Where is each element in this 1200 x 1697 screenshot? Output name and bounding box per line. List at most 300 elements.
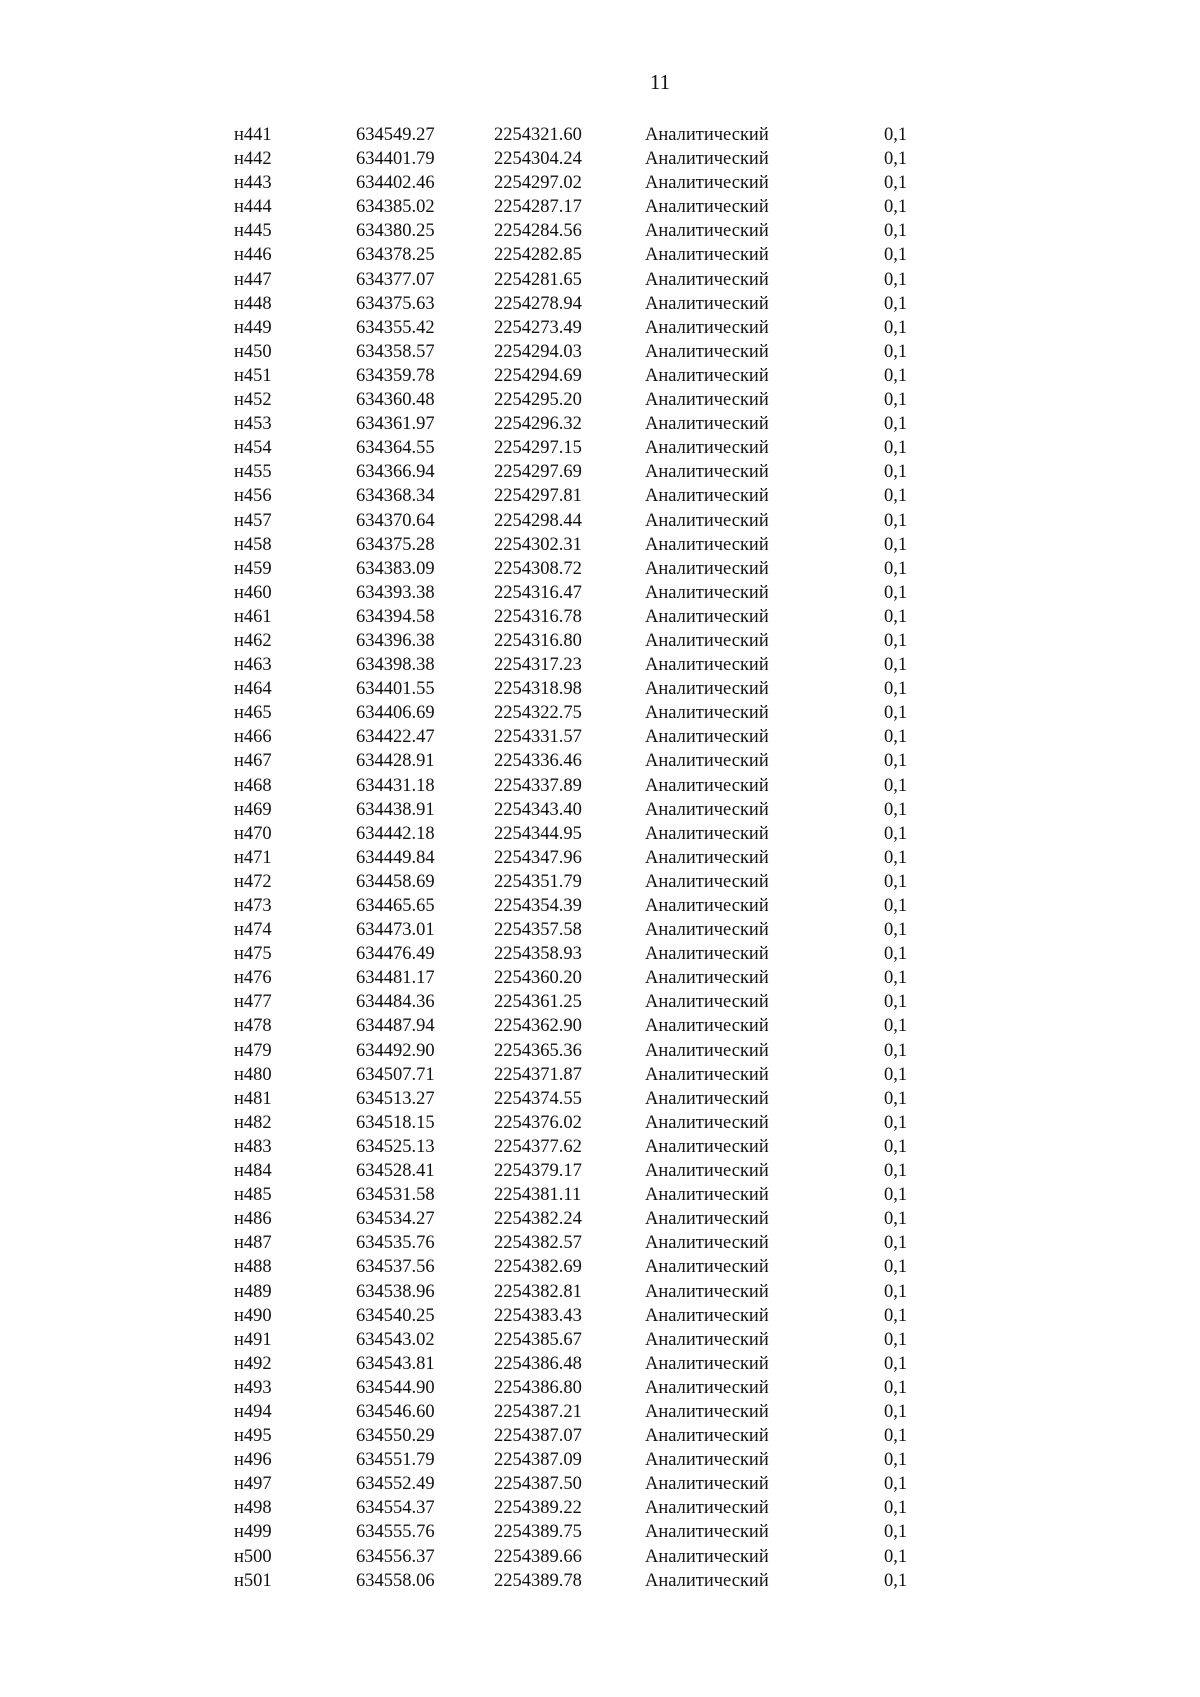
point-id-cell: н472 (234, 871, 272, 892)
x-coordinate-cell: 634393.38 (356, 582, 435, 603)
point-id-cell: н478 (234, 1016, 272, 1037)
table-row (0, 219, 1200, 243)
y-coordinate-cell: 2254360.20 (494, 968, 582, 989)
x-coordinate-cell: 634394.58 (356, 606, 435, 627)
y-coordinate-cell: 2254374.55 (494, 1088, 582, 1109)
point-id-cell: н474 (234, 920, 272, 941)
method-cell: Аналитический (645, 775, 769, 796)
accuracy-cell: 0,1 (884, 1377, 908, 1398)
method-cell: Аналитический (645, 1522, 769, 1543)
x-coordinate-cell: 634481.17 (356, 968, 435, 989)
x-coordinate-cell: 634465.65 (356, 896, 435, 916)
point-id-cell: н461 (234, 606, 272, 627)
y-coordinate-cell: 2254331.57 (494, 727, 582, 748)
table-row (0, 1014, 1200, 1038)
table-row (0, 123, 1200, 147)
y-coordinate-cell: 2254302.31 (494, 534, 582, 555)
x-coordinate-cell: 634438.91 (356, 799, 435, 820)
table-row (0, 195, 1200, 219)
method-cell: Аналитический (645, 1450, 769, 1471)
y-coordinate-cell: 2254278.94 (494, 293, 582, 314)
method-cell: Аналитический (645, 534, 769, 555)
accuracy-cell: 0,1 (884, 486, 908, 507)
x-coordinate-cell: 634544.90 (356, 1377, 435, 1398)
method-cell: Аналитический (645, 823, 769, 844)
y-coordinate-cell: 2254322.75 (494, 703, 582, 724)
method-cell: Аналитический (645, 1426, 769, 1447)
y-coordinate-cell: 2254297.69 (494, 462, 582, 483)
coordinates-table (0, 123, 1200, 1593)
point-id-cell: н469 (234, 799, 272, 820)
point-id-cell: н482 (234, 1112, 272, 1133)
method-cell: Аналитический (645, 269, 769, 290)
table-row (0, 1376, 1200, 1400)
x-coordinate-cell: 634551.79 (356, 1450, 435, 1471)
accuracy-cell: 0,1 (884, 1522, 908, 1543)
x-coordinate-cell: 634377.07 (356, 269, 435, 290)
method-cell: Аналитический (645, 1401, 769, 1422)
x-coordinate-cell: 634401.79 (356, 149, 435, 170)
point-id-cell: н457 (234, 510, 272, 531)
method-cell: Аналитический (645, 1498, 769, 1519)
method-cell: Аналитический (645, 606, 769, 627)
y-coordinate-cell: 2254382.69 (494, 1257, 582, 1278)
y-coordinate-cell: 2254308.72 (494, 558, 582, 579)
y-coordinate-cell: 2254383.43 (494, 1305, 582, 1326)
table-row (0, 1328, 1200, 1352)
point-id-cell: н441 (234, 125, 272, 145)
table-row (0, 316, 1200, 340)
accuracy-cell: 0,1 (884, 341, 908, 362)
accuracy-cell: 0,1 (884, 1353, 908, 1374)
table-row (0, 918, 1200, 942)
accuracy-cell: 0,1 (884, 703, 908, 724)
accuracy-cell: 0,1 (884, 799, 908, 820)
x-coordinate-cell: 634550.29 (356, 1426, 435, 1447)
x-coordinate-cell: 634406.69 (356, 703, 435, 724)
table-row (0, 436, 1200, 460)
y-coordinate-cell: 2254382.81 (494, 1281, 582, 1302)
method-cell: Аналитический (645, 317, 769, 338)
accuracy-cell: 0,1 (884, 775, 908, 796)
point-id-cell: н458 (234, 534, 272, 555)
point-id-cell: н462 (234, 630, 272, 651)
method-cell: Аналитический (645, 1377, 769, 1398)
accuracy-cell: 0,1 (884, 1064, 908, 1085)
y-coordinate-cell: 2254387.50 (494, 1474, 582, 1495)
point-id-cell: н449 (234, 317, 272, 338)
method-cell: Аналитический (645, 703, 769, 724)
method-cell: Аналитический (645, 558, 769, 579)
point-id-cell: н480 (234, 1064, 272, 1085)
method-cell: Аналитический (645, 847, 769, 868)
point-id-cell: н490 (234, 1305, 272, 1326)
point-id-cell: н444 (234, 197, 272, 218)
point-id-cell: н497 (234, 1474, 272, 1495)
y-coordinate-cell: 2254282.85 (494, 245, 582, 266)
table-row (0, 412, 1200, 436)
point-id-cell: н465 (234, 703, 272, 724)
accuracy-cell: 0,1 (884, 992, 908, 1013)
accuracy-cell: 0,1 (884, 558, 908, 579)
method-cell: Аналитический (645, 992, 769, 1013)
method-cell: Аналитический (645, 1064, 769, 1085)
accuracy-cell: 0,1 (884, 197, 908, 218)
accuracy-cell: 0,1 (884, 1546, 908, 1567)
x-coordinate-cell: 634355.42 (356, 317, 435, 338)
point-id-cell: н445 (234, 221, 272, 242)
y-coordinate-cell: 2254387.07 (494, 1426, 582, 1447)
y-coordinate-cell: 2254336.46 (494, 751, 582, 772)
table-row (0, 1207, 1200, 1231)
accuracy-cell: 0,1 (884, 1281, 908, 1302)
page-number: 11 (649, 70, 671, 94)
point-id-cell: н486 (234, 1209, 272, 1230)
y-coordinate-cell: 2254343.40 (494, 799, 582, 820)
x-coordinate-cell: 634507.71 (356, 1064, 435, 1085)
y-coordinate-cell: 2254298.44 (494, 510, 582, 531)
x-coordinate-cell: 634555.76 (356, 1522, 435, 1543)
x-coordinate-cell: 634552.49 (356, 1474, 435, 1495)
point-id-cell: н493 (234, 1377, 272, 1398)
point-id-cell: н452 (234, 390, 272, 411)
x-coordinate-cell: 634484.36 (356, 992, 435, 1013)
x-coordinate-cell: 634540.25 (356, 1305, 435, 1326)
table-row (0, 1039, 1200, 1063)
y-coordinate-cell: 2254294.03 (494, 341, 582, 362)
method-cell: Аналитический (645, 655, 769, 676)
method-cell: Аналитический (645, 293, 769, 314)
x-coordinate-cell: 634528.41 (356, 1161, 435, 1182)
method-cell: Аналитический (645, 896, 769, 916)
accuracy-cell: 0,1 (884, 510, 908, 531)
table-row (0, 870, 1200, 894)
method-cell: Аналитический (645, 1016, 769, 1037)
accuracy-cell: 0,1 (884, 221, 908, 242)
x-coordinate-cell: 634487.94 (356, 1016, 435, 1037)
x-coordinate-cell: 634531.58 (356, 1185, 435, 1206)
accuracy-cell: 0,1 (884, 245, 908, 266)
accuracy-cell: 0,1 (884, 269, 908, 290)
y-coordinate-cell: 2254358.93 (494, 944, 582, 965)
x-coordinate-cell: 634358.57 (356, 341, 435, 362)
accuracy-cell: 0,1 (884, 1040, 908, 1061)
accuracy-cell: 0,1 (884, 462, 908, 483)
y-coordinate-cell: 2254385.67 (494, 1329, 582, 1350)
point-id-cell: н455 (234, 462, 272, 483)
table-row (0, 822, 1200, 846)
y-coordinate-cell: 2254361.25 (494, 992, 582, 1013)
method-cell: Аналитический (645, 968, 769, 989)
point-id-cell: н496 (234, 1450, 272, 1471)
point-id-cell: н488 (234, 1257, 272, 1278)
x-coordinate-cell: 634534.27 (356, 1209, 435, 1230)
method-cell: Аналитический (645, 365, 769, 386)
x-coordinate-cell: 634543.81 (356, 1353, 435, 1374)
point-id-cell: н492 (234, 1353, 272, 1374)
accuracy-cell: 0,1 (884, 1233, 908, 1254)
accuracy-cell: 0,1 (884, 293, 908, 314)
accuracy-cell: 0,1 (884, 1185, 908, 1206)
y-coordinate-cell: 2254284.56 (494, 221, 582, 242)
table-row (0, 1159, 1200, 1183)
table-row (0, 990, 1200, 1014)
y-coordinate-cell: 2254321.60 (494, 125, 582, 145)
x-coordinate-cell: 634518.15 (356, 1112, 435, 1133)
x-coordinate-cell: 634458.69 (356, 871, 435, 892)
table-row (0, 1400, 1200, 1424)
accuracy-cell: 0,1 (884, 1498, 908, 1519)
x-coordinate-cell: 634401.55 (356, 679, 435, 700)
point-id-cell: н454 (234, 438, 272, 459)
y-coordinate-cell: 2254389.75 (494, 1522, 582, 1543)
x-coordinate-cell: 634364.55 (356, 438, 435, 459)
table-row (0, 1496, 1200, 1520)
x-coordinate-cell: 634398.38 (356, 655, 435, 676)
method-cell: Аналитический (645, 1040, 769, 1061)
table-row (0, 292, 1200, 316)
table-row (0, 1255, 1200, 1279)
table-row (0, 1183, 1200, 1207)
point-id-cell: н495 (234, 1426, 272, 1447)
accuracy-cell: 0,1 (884, 1329, 908, 1350)
accuracy-cell: 0,1 (884, 606, 908, 627)
table-row (0, 846, 1200, 870)
x-coordinate-cell: 634492.90 (356, 1040, 435, 1061)
y-coordinate-cell: 2254379.17 (494, 1161, 582, 1182)
accuracy-cell: 0,1 (884, 1570, 908, 1591)
table-row (0, 171, 1200, 195)
x-coordinate-cell: 634431.18 (356, 775, 435, 796)
accuracy-cell: 0,1 (884, 1257, 908, 1278)
y-coordinate-cell: 2254281.65 (494, 269, 582, 290)
method-cell: Аналитический (645, 1136, 769, 1157)
y-coordinate-cell: 2254287.17 (494, 197, 582, 218)
method-cell: Аналитический (645, 221, 769, 242)
x-coordinate-cell: 634375.63 (356, 293, 435, 314)
accuracy-cell: 0,1 (884, 582, 908, 603)
point-id-cell: н491 (234, 1329, 272, 1350)
x-coordinate-cell: 634375.28 (356, 534, 435, 555)
y-coordinate-cell: 2254304.24 (494, 149, 582, 170)
point-id-cell: н494 (234, 1401, 272, 1422)
method-cell: Аналитический (645, 149, 769, 170)
point-id-cell: н453 (234, 414, 272, 435)
y-coordinate-cell: 2254297.02 (494, 173, 582, 194)
accuracy-cell: 0,1 (884, 655, 908, 676)
x-coordinate-cell: 634360.48 (356, 390, 435, 411)
x-coordinate-cell: 634538.96 (356, 1281, 435, 1302)
accuracy-cell: 0,1 (884, 968, 908, 989)
method-cell: Аналитический (645, 1088, 769, 1109)
x-coordinate-cell: 634513.27 (356, 1088, 435, 1109)
method-cell: Аналитический (645, 799, 769, 820)
method-cell: Аналитический (645, 1161, 769, 1182)
point-id-cell: н473 (234, 896, 272, 916)
method-cell: Аналитический (645, 1329, 769, 1350)
accuracy-cell: 0,1 (884, 630, 908, 651)
point-id-cell: н442 (234, 149, 272, 170)
accuracy-cell: 0,1 (884, 823, 908, 844)
table-row (0, 677, 1200, 701)
y-coordinate-cell: 2254389.66 (494, 1546, 582, 1567)
y-coordinate-cell: 2254337.89 (494, 775, 582, 796)
table-row (0, 147, 1200, 171)
method-cell: Аналитический (645, 173, 769, 194)
method-cell: Аналитический (645, 1281, 769, 1302)
x-coordinate-cell: 634402.46 (356, 173, 435, 194)
accuracy-cell: 0,1 (884, 1474, 908, 1495)
table-row (0, 1111, 1200, 1135)
y-coordinate-cell: 2254389.22 (494, 1498, 582, 1519)
method-cell: Аналитический (645, 438, 769, 459)
table-row (0, 364, 1200, 388)
point-id-cell: н456 (234, 486, 272, 507)
point-id-cell: н499 (234, 1522, 272, 1543)
point-id-cell: н459 (234, 558, 272, 579)
point-id-cell: н498 (234, 1498, 272, 1519)
y-coordinate-cell: 2254387.21 (494, 1401, 582, 1422)
table-row (0, 1448, 1200, 1472)
point-id-cell: н468 (234, 775, 272, 796)
y-coordinate-cell: 2254386.80 (494, 1377, 582, 1398)
accuracy-cell: 0,1 (884, 438, 908, 459)
point-id-cell: н501 (234, 1570, 272, 1591)
method-cell: Аналитический (645, 390, 769, 411)
table-row (0, 942, 1200, 966)
point-id-cell: н500 (234, 1546, 272, 1567)
point-id-cell: н471 (234, 847, 272, 868)
y-coordinate-cell: 2254357.58 (494, 920, 582, 941)
method-cell: Аналитический (645, 920, 769, 941)
table-row (0, 1352, 1200, 1376)
point-id-cell: н476 (234, 968, 272, 989)
method-cell: Аналитический (645, 1233, 769, 1254)
method-cell: Аналитический (645, 944, 769, 965)
point-id-cell: н463 (234, 655, 272, 676)
y-coordinate-cell: 2254377.62 (494, 1136, 582, 1157)
point-id-cell: н447 (234, 269, 272, 290)
y-coordinate-cell: 2254389.78 (494, 1570, 582, 1591)
accuracy-cell: 0,1 (884, 944, 908, 965)
table-row (0, 1231, 1200, 1255)
accuracy-cell: 0,1 (884, 727, 908, 748)
point-id-cell: н464 (234, 679, 272, 700)
table-row (0, 581, 1200, 605)
y-coordinate-cell: 2254273.49 (494, 317, 582, 338)
y-coordinate-cell: 2254294.69 (494, 365, 582, 386)
table-row (0, 388, 1200, 412)
table-row (0, 1424, 1200, 1448)
x-coordinate-cell: 634476.49 (356, 944, 435, 965)
table-row (0, 340, 1200, 364)
table-row (0, 701, 1200, 725)
accuracy-cell: 0,1 (884, 149, 908, 170)
table-row (0, 1569, 1200, 1593)
method-cell: Аналитический (645, 341, 769, 362)
accuracy-cell: 0,1 (884, 125, 908, 145)
method-cell: Аналитический (645, 1474, 769, 1495)
x-coordinate-cell: 634368.34 (356, 486, 435, 507)
x-coordinate-cell: 634385.02 (356, 197, 435, 218)
point-id-cell: н446 (234, 245, 272, 266)
table-row (0, 653, 1200, 677)
accuracy-cell: 0,1 (884, 414, 908, 435)
x-coordinate-cell: 634422.47 (356, 727, 435, 748)
point-id-cell: н443 (234, 173, 272, 194)
method-cell: Аналитический (645, 751, 769, 772)
accuracy-cell: 0,1 (884, 1112, 908, 1133)
table-row (0, 460, 1200, 484)
point-id-cell: н483 (234, 1136, 272, 1157)
x-coordinate-cell: 634546.60 (356, 1401, 435, 1422)
y-coordinate-cell: 2254381.11 (494, 1185, 582, 1206)
x-coordinate-cell: 634556.37 (356, 1546, 435, 1567)
method-cell: Аналитический (645, 414, 769, 435)
table-row (0, 509, 1200, 533)
table-row (0, 268, 1200, 292)
y-coordinate-cell: 2254382.24 (494, 1209, 582, 1230)
method-cell: Аналитический (645, 510, 769, 531)
point-id-cell: н451 (234, 365, 272, 386)
point-id-cell: н466 (234, 727, 272, 748)
y-coordinate-cell: 2254297.81 (494, 486, 582, 507)
y-coordinate-cell: 2254387.09 (494, 1450, 582, 1471)
accuracy-cell: 0,1 (884, 534, 908, 555)
method-cell: Аналитический (645, 1353, 769, 1374)
y-coordinate-cell: 2254297.15 (494, 438, 582, 459)
x-coordinate-cell: 634428.91 (356, 751, 435, 772)
table-row (0, 1545, 1200, 1569)
accuracy-cell: 0,1 (884, 920, 908, 941)
accuracy-cell: 0,1 (884, 896, 908, 916)
point-id-cell: н467 (234, 751, 272, 772)
point-id-cell: н479 (234, 1040, 272, 1061)
accuracy-cell: 0,1 (884, 317, 908, 338)
accuracy-cell: 0,1 (884, 1136, 908, 1157)
x-coordinate-cell: 634554.37 (356, 1498, 435, 1519)
method-cell: Аналитический (645, 1305, 769, 1326)
table-row (0, 605, 1200, 629)
point-id-cell: н481 (234, 1088, 272, 1109)
accuracy-cell: 0,1 (884, 1161, 908, 1182)
x-coordinate-cell: 634383.09 (356, 558, 435, 579)
accuracy-cell: 0,1 (884, 871, 908, 892)
x-coordinate-cell: 634396.38 (356, 630, 435, 651)
point-id-cell: н484 (234, 1161, 272, 1182)
x-coordinate-cell: 634549.27 (356, 125, 435, 145)
accuracy-cell: 0,1 (884, 1426, 908, 1447)
table-row (0, 533, 1200, 557)
x-coordinate-cell: 634366.94 (356, 462, 435, 483)
method-cell: Аналитический (645, 1112, 769, 1133)
table-row (0, 774, 1200, 798)
accuracy-cell: 0,1 (884, 679, 908, 700)
x-coordinate-cell: 634543.02 (356, 1329, 435, 1350)
table-row (0, 1472, 1200, 1496)
y-coordinate-cell: 2254362.90 (494, 1016, 582, 1037)
point-id-cell: н460 (234, 582, 272, 603)
accuracy-cell: 0,1 (884, 847, 908, 868)
method-cell: Аналитический (645, 679, 769, 700)
x-coordinate-cell: 634558.06 (356, 1570, 435, 1591)
y-coordinate-cell: 2254365.36 (494, 1040, 582, 1061)
x-coordinate-cell: 634359.78 (356, 365, 435, 386)
table-row (0, 798, 1200, 822)
table-row (0, 1087, 1200, 1111)
accuracy-cell: 0,1 (884, 1401, 908, 1422)
table-row (0, 1063, 1200, 1087)
